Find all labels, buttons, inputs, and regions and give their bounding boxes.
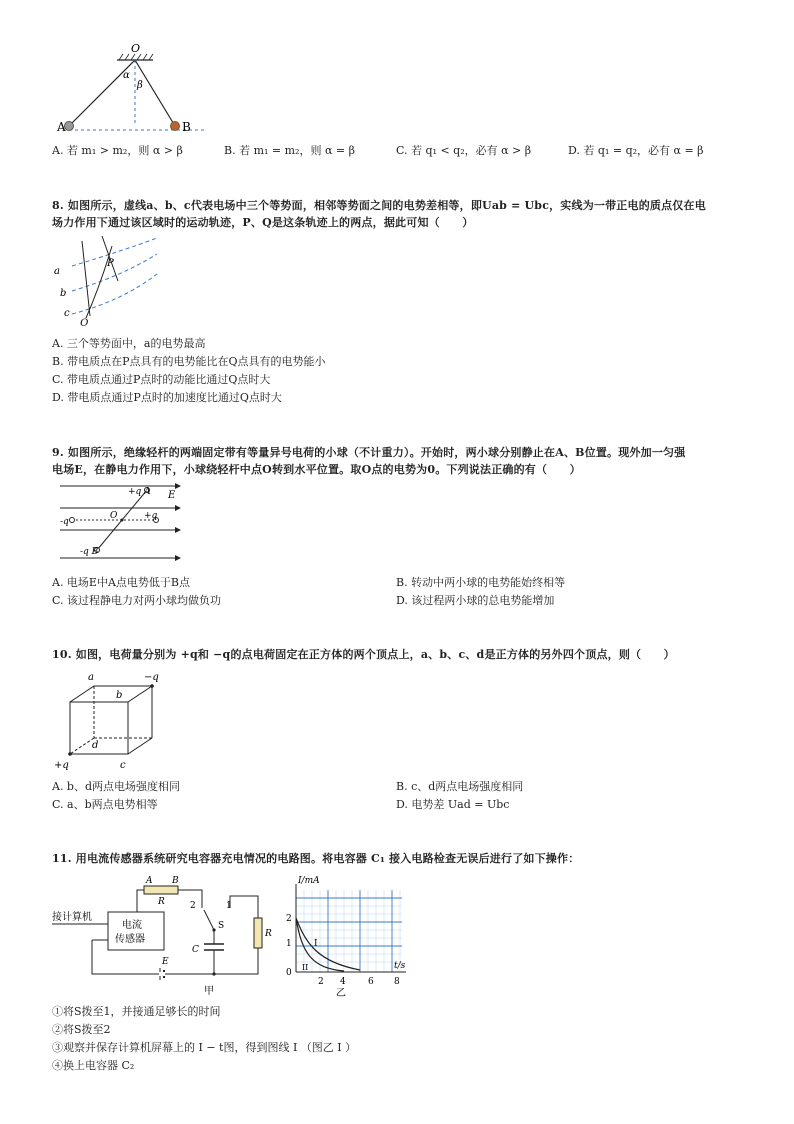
q8-stem-line1: 8. 如图所示，虚线a、b、c代表电场中三个等势面，相邻等势面之间的电势差相等，即Uab = Ubc，实线为一带正电的质点仅在电: [52, 199, 706, 212]
label-alpha: α: [123, 70, 130, 81]
svg-text:d: d: [92, 740, 99, 751]
q9-option-d: D. 该过程两小球的总电势能增加: [396, 594, 555, 607]
svg-text:传感器: 传感器: [115, 934, 145, 945]
svg-text:甲: 甲: [204, 986, 214, 997]
svg-text:E: E: [162, 957, 169, 967]
svg-text:P: P: [107, 258, 114, 269]
svg-text:6: 6: [368, 977, 374, 987]
label-A: A: [57, 120, 66, 134]
svg-text:O: O: [110, 511, 118, 521]
q7-option-a: A. 若 m₁ > m₂，则 α > β: [52, 144, 183, 157]
svg-text:c: c: [64, 308, 70, 319]
svg-text:b: b: [60, 288, 67, 299]
q9-option-a: A. 电场E中A点电势低于B点: [52, 576, 190, 589]
label-O: O: [131, 42, 141, 55]
q10-option-a: A. b、d两点电场强度相同: [52, 780, 181, 793]
q11-graph-figure: [284, 874, 414, 998]
svg-text:2: 2: [286, 914, 292, 924]
q11-step-1: ①将S拨至1，并接通足够长的时间: [52, 1005, 221, 1018]
label-B: B: [182, 120, 191, 134]
q11-step-2: ②将S拨至2: [52, 1023, 111, 1036]
svg-text:B: B: [172, 876, 179, 886]
label-beta: β: [137, 80, 143, 91]
svg-text:−q: −q: [144, 672, 159, 683]
svg-text:Q: Q: [80, 318, 89, 326]
svg-text:电流: 电流: [122, 920, 142, 931]
svg-text:1: 1: [226, 901, 232, 911]
ball-A: [65, 122, 74, 131]
svg-text:2: 2: [190, 901, 196, 911]
svg-text:8: 8: [394, 977, 400, 987]
svg-text:-q B: -q B: [80, 547, 99, 557]
svg-text:b: b: [116, 690, 123, 701]
q11-stem-line1: 11. 用电流传感器系统研究电容器充电情况的电路图。将电容器 C₁ 接入电路检查无误后进行了如下操作：: [52, 852, 580, 865]
svg-text:+q: +q: [144, 511, 158, 521]
svg-text:a: a: [88, 672, 94, 683]
svg-text:A: A: [146, 876, 153, 886]
q10-option-b: B. c、d两点电场强度相同: [396, 780, 524, 793]
svg-text:t/s: t/s: [394, 961, 406, 971]
q10-option-c: C. a、b两点电势相等: [52, 798, 158, 811]
svg-text:I/mA: I/mA: [298, 876, 320, 886]
q8-option-a: A. 三个等势面中，a的电势最高: [52, 337, 206, 350]
string-right: [135, 60, 175, 126]
q8-figure: [52, 236, 162, 326]
q9-option-c: C. 该过程静电力对两小球均做负功: [52, 594, 222, 607]
svg-text:接计算机: 接计算机: [52, 912, 92, 923]
q7-option-b: B. 若 m₁ = m₂，则 α = β: [224, 144, 355, 157]
q9-stem-line2: 电场E，在静电力作用下，小球绕轻杆中点O转到水平位置。取O点的电势为0。下列说法正确的有（ ）: [52, 463, 581, 476]
q10-cube-figure: [52, 668, 172, 776]
svg-text:4: 4: [340, 977, 346, 987]
q7-option-d: D. 若 q₁ = q₂，必有 α = β: [568, 144, 704, 157]
svg-text:2: 2: [318, 977, 324, 987]
svg-text:+q A: +q A: [128, 487, 151, 497]
svg-text:a: a: [54, 266, 60, 277]
ball-B: [171, 122, 180, 131]
svg-text:-q: -q: [60, 517, 69, 527]
svg-text:II: II: [302, 963, 309, 972]
q9-figure: [52, 478, 192, 566]
q10-option-d: D. 电势差 Uad = Ubc: [396, 798, 510, 811]
q9-option-b: B. 转动中两小球的电势能始终相等: [396, 576, 566, 589]
svg-text:c: c: [120, 760, 126, 771]
q8-option-c: C. 带电质点通过P点时的动能比通过Q点时大: [52, 373, 271, 386]
svg-text:R: R: [158, 897, 165, 907]
svg-text:+q: +q: [54, 760, 69, 771]
svg-text:C: C: [192, 945, 199, 955]
q11-circuit-figure: [52, 870, 277, 1000]
q11-step-4: ④换上电容器 C₂: [52, 1059, 135, 1072]
q8-option-b: B. 带电质点在P点具有的电势能比在Q点具有的电势能小: [52, 355, 326, 368]
svg-text:1: 1: [286, 939, 292, 949]
q9-stem-line1: 9. 如图所示，绝缘轻杆的两端固定带有等量异号电荷的小球（不计重力）。开始时，两小球分别静止在A、B位置。现外加一匀强: [52, 446, 686, 459]
svg-text:乙: 乙: [336, 988, 346, 998]
q8-stem-line2: 场力作用下通过该区域时的运动轨迹，P、Q是这条轨迹上的两点，据此可知（ ）: [52, 216, 474, 229]
svg-text:R: R: [265, 929, 272, 939]
q7-figure: [55, 40, 205, 140]
svg-text:S: S: [218, 921, 225, 931]
q10-stem-line1: 10. 如图，电荷量分别为 +q和 −q的点电荷固定在正方体的两个顶点上，a、b、c、d是正方体的另外四个顶点，则（ ）: [52, 648, 675, 661]
q7-option-c: C. 若 q₁ < q₂，必有 α > β: [396, 144, 532, 157]
svg-text:E: E: [168, 490, 176, 501]
q11-step-3: ③观察并保存计算机屏幕上的 I − t图，得到图线 I （图乙 I ）: [52, 1041, 357, 1054]
svg-text:0: 0: [286, 968, 292, 978]
q8-option-d: D. 带电质点通过P点时的加速度比通过Q点时大: [52, 391, 282, 404]
svg-text:I: I: [314, 939, 318, 949]
